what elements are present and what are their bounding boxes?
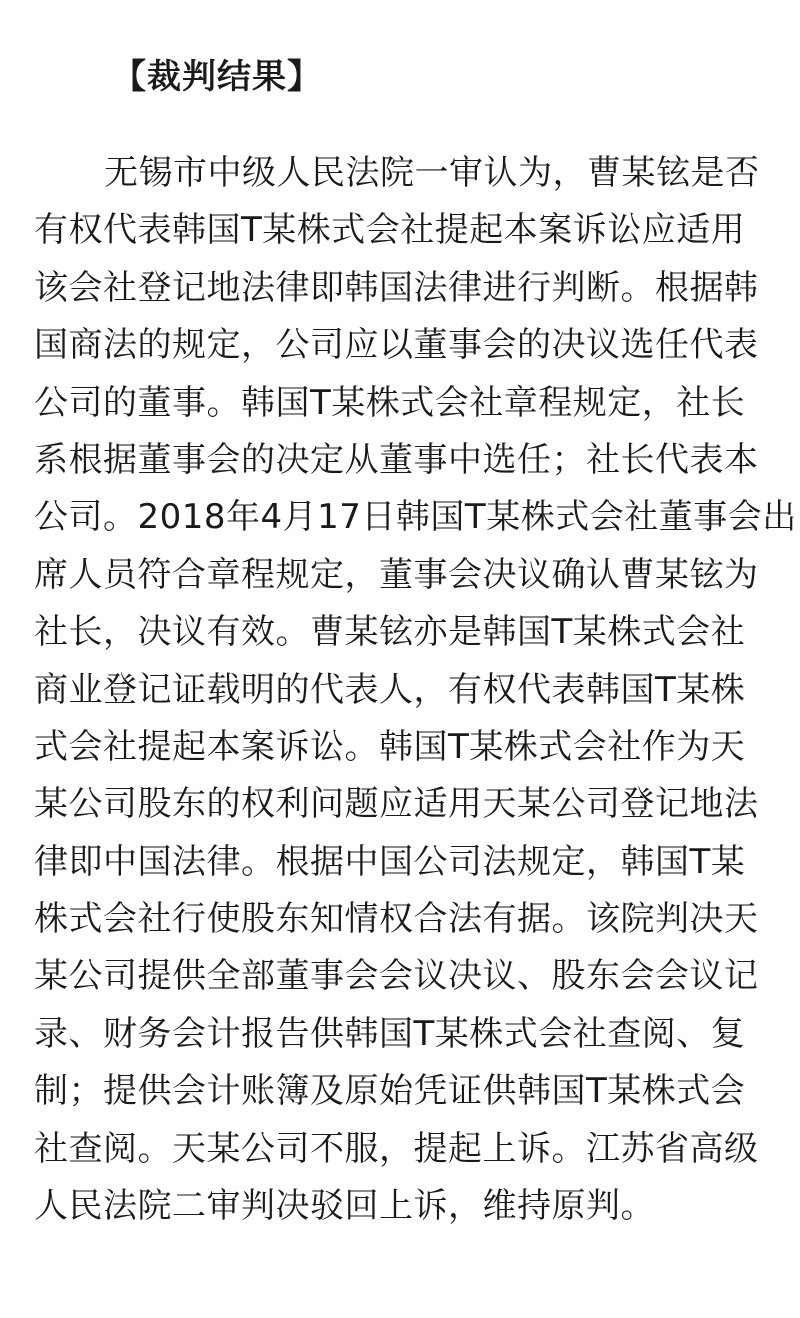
body-paragraph [34,145,797,1235]
paragraph-line: 录、财务会计报告供韩国T某株式会社查阅、复 [34,1013,746,1054]
paragraph-line: 式会社提起本案诉讼。韩国T某株式会社作为天 [34,726,746,767]
paragraph-line: 律即中国法律。根据中国公司法规定，韩国T某 [34,841,746,882]
paragraph-line: 社长，决议有效。曹某铉亦是韩国T某株式会社 [34,612,746,653]
paragraph-line: 某公司提供全部董事会会议决议、股东会会议记 [34,956,759,997]
paragraph-line: 人民法院二审判决驳回上诉，维持原判。 [34,1186,655,1227]
paragraph-line: 公司。2018年4月17日韩国T某株式会社董事会出 [34,497,797,538]
paragraph-line: 某公司股东的权利问题应适用天某公司登记地法 [34,784,759,825]
paragraph-line: 公司的董事。韩国T某株式会社章程规定，社长 [34,382,746,423]
paragraph-line: 系根据董事会的决定从董事中选任；社长代表本 [34,439,759,480]
paragraph-line: 该会社登记地法律即韩国法律进行判断。根据韩 [34,267,759,308]
paragraph-line: 国商法的规定，公司应以董事会的决议选任代表 [34,325,759,366]
paragraph-line: 无锡市中级人民法院一审认为，曹某铉是否 [104,153,760,193]
paragraph-line: 社查阅。天某公司不服，提起上诉。江苏省高级 [34,1128,759,1169]
paragraph-line: 株式会社行使股东知情权合法有据。该院判决天 [34,899,759,940]
paragraph-line: 制；提供会计账簿及原始凭证供韩国T某株式会 [34,1071,746,1112]
paragraph-line: 席人员符合章程规定，董事会决议确认曹某铉为 [34,554,759,595]
paragraph-line: 商业登记证载明的代表人，有权代表韩国T某株 [34,669,746,710]
section-heading: 【裁判结果】 [112,57,322,97]
paragraph-line: 有权代表韩国T某株式会社提起本案诉讼应适用 [34,210,746,251]
